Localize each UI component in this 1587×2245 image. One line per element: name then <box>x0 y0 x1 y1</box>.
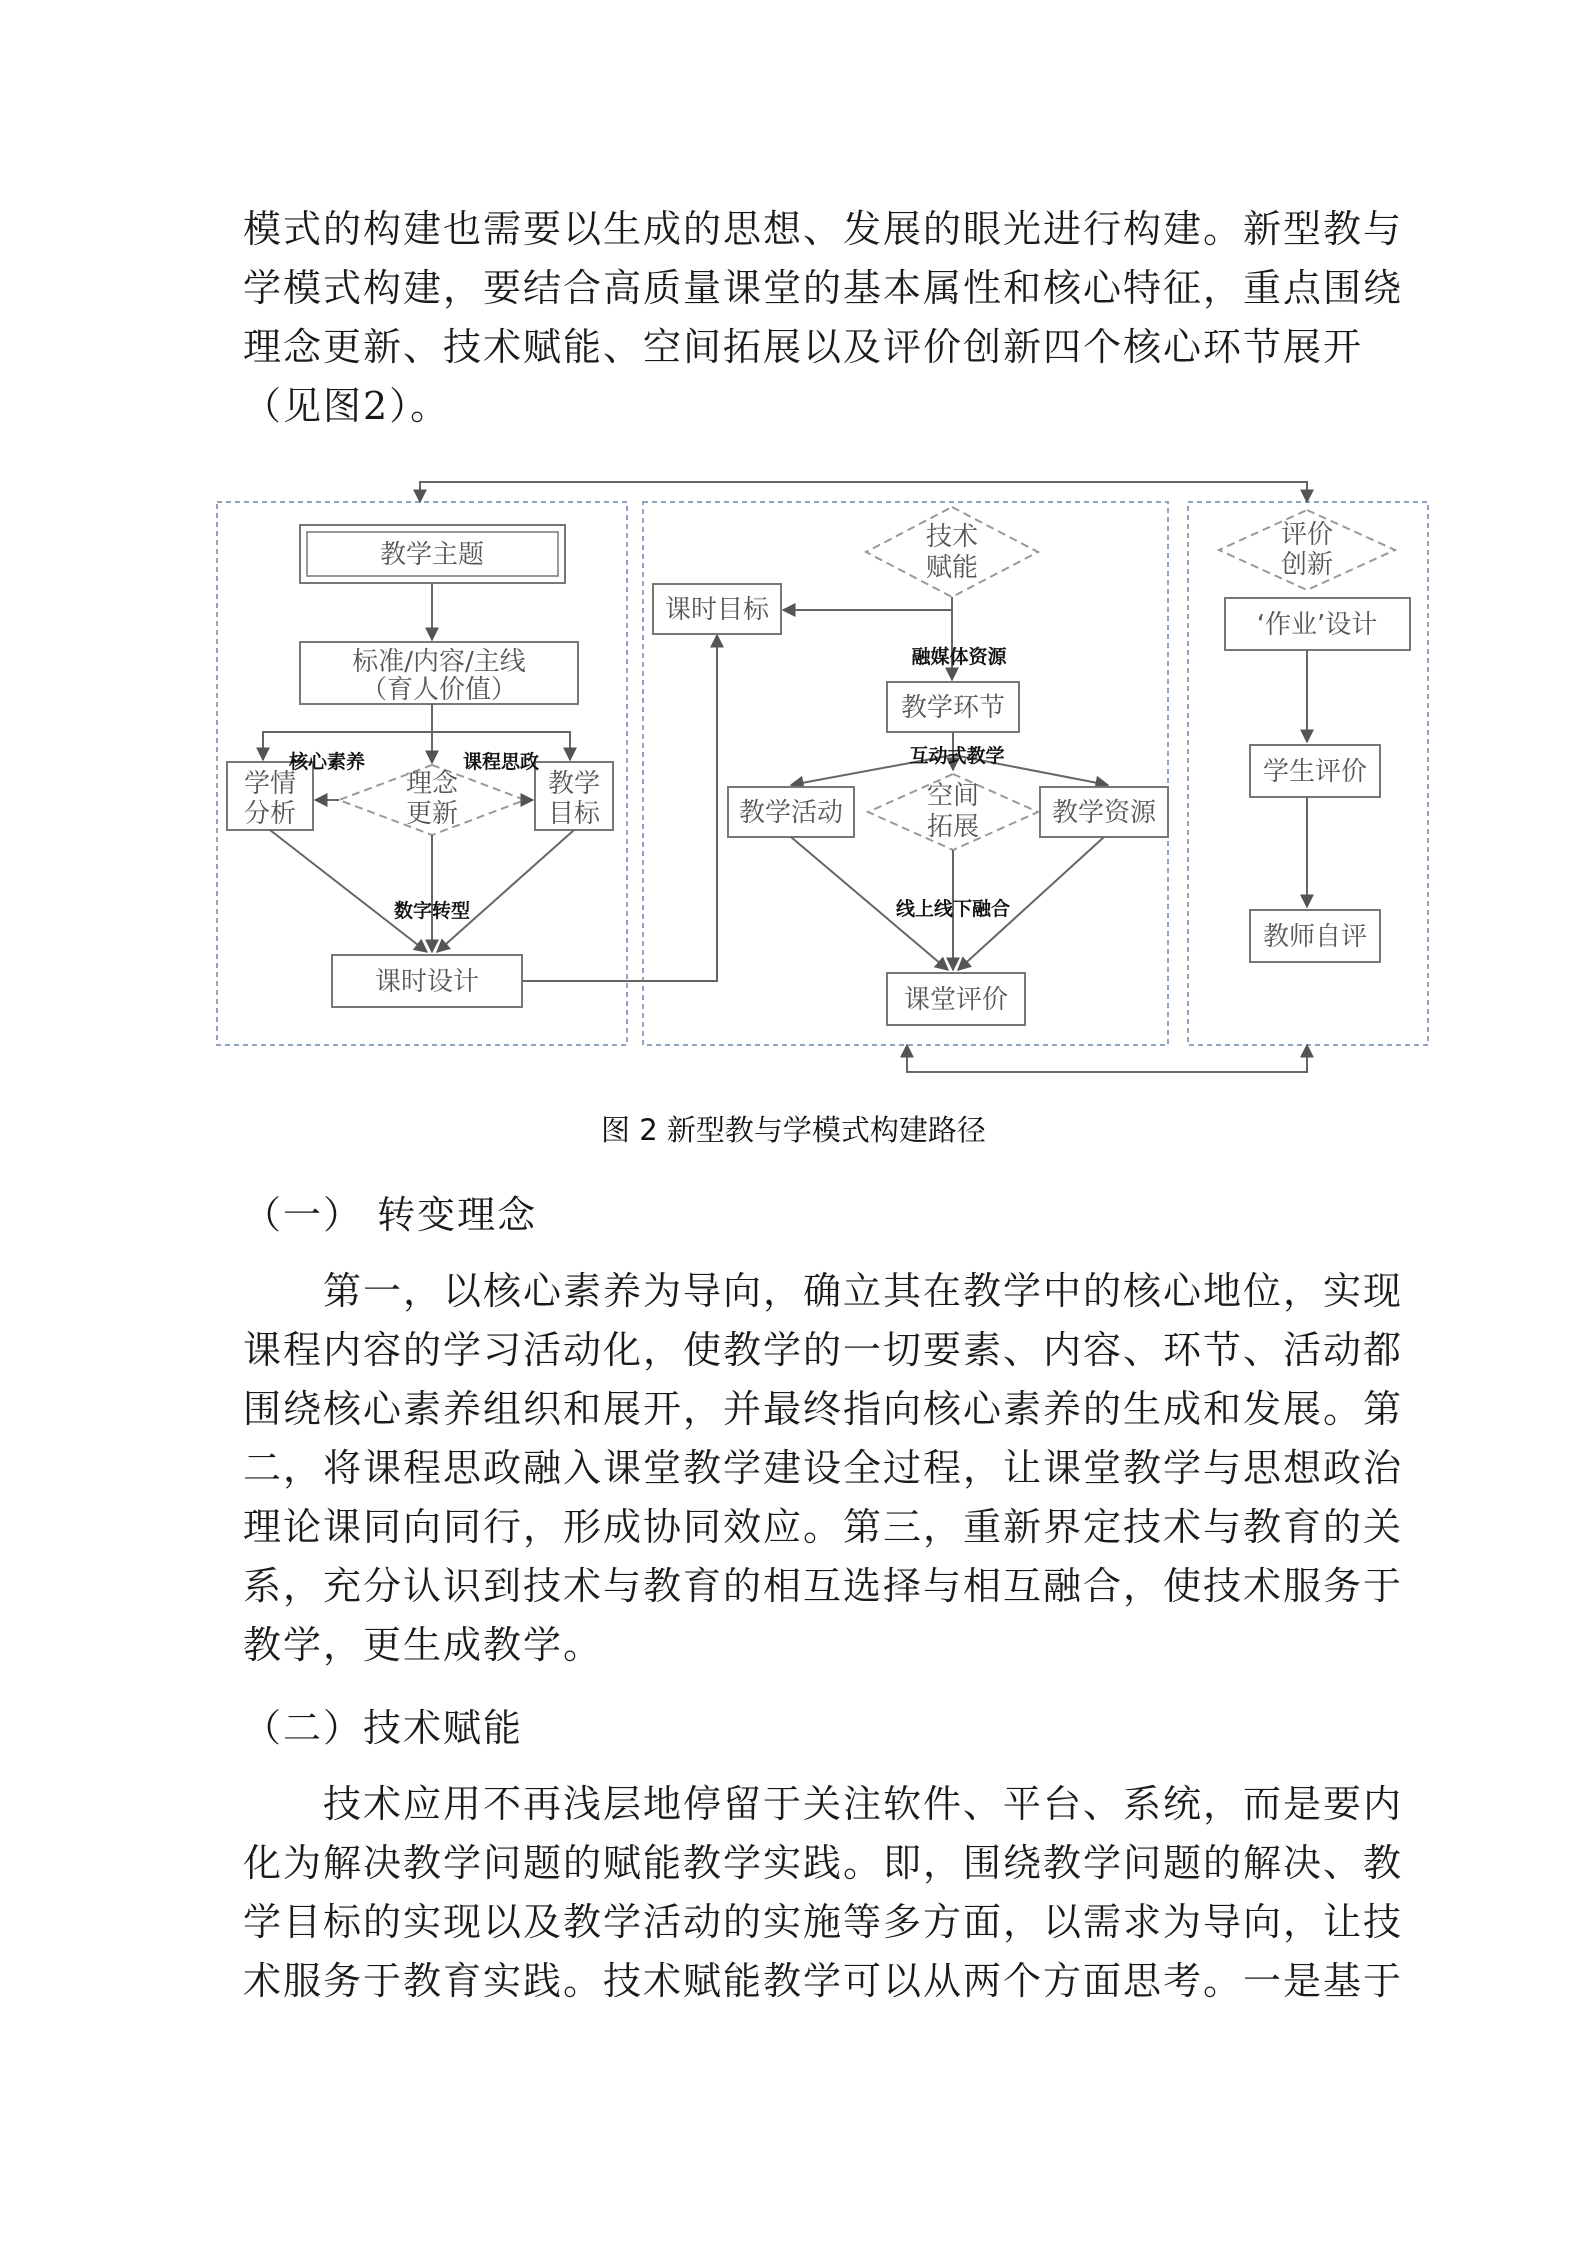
svg-text:教学资源: 教学资源 <box>1051 798 1157 828</box>
svg-text:创新: 创新 <box>1280 550 1334 580</box>
label-rongmeiti: 融媒体资源 <box>911 646 1007 668</box>
label-kecheng-sizheng: 课程思政 <box>462 751 540 773</box>
svg-text:分析: 分析 <box>243 799 297 829</box>
section-heading-2: （二）技术赋能 <box>243 1706 524 1750</box>
node-jishu-funeng <box>866 507 1038 597</box>
svg-text:赋能: 赋能 <box>925 553 979 583</box>
svg-text:目标: 目标 <box>547 799 601 829</box>
svg-text:教师自评: 教师自评 <box>1262 922 1368 952</box>
node-jiaoxue-zhuti-text: 教学主题 <box>379 540 485 570</box>
svg-text:教学活动: 教学活动 <box>738 798 844 828</box>
label-shuzi-zhuanxing: 数字转型 <box>393 900 471 922</box>
svg-text:空间: 空间 <box>926 781 980 811</box>
svg-text:技术: 技术 <box>925 522 979 552</box>
svg-text:评价: 评价 <box>1280 520 1334 550</box>
top-loop-connector <box>420 482 1307 502</box>
figure-caption: 图 2 新型教与学模式构建路径 <box>601 1113 986 1147</box>
label-hudongshi: 互动式教学 <box>909 745 1005 767</box>
svg-text:课堂评价: 课堂评价 <box>903 985 1009 1015</box>
section2-paragraph: 技术应用不再浅层地停留于关注软件、平台、系统，而是要内化为解决教学问题的赋能教学实践。即，围绕教学问题的解决、教学目标的实现以及教学活动的实施等多方面，以需求为导向，让技术服务于教育实践。技术赋能教学可以从两个方面思考。一是基于 <box>243 1782 1404 2003</box>
label-hexin-suyang: 核心素养 <box>288 751 366 773</box>
node-biaozhun-text-2: （育人价值） <box>360 675 518 705</box>
svg-text:拓展: 拓展 <box>926 812 980 842</box>
flow-diagram <box>205 470 1430 1085</box>
bottom-loop-connector <box>907 1045 1307 1072</box>
svg-text:学情: 学情 <box>243 769 297 799</box>
svg-text:教学环节: 教学环节 <box>900 693 1006 723</box>
section-heading-1: （一） 转变理念 <box>243 1193 538 1237</box>
section1-paragraph: 第一，以核心素养为导向，确立其在教学中的核心地位，实现课程内容的学习活动化，使教学的一切要素、内容、环节、活动都围绕核心素养组织和展开，并最终指向核心素养的生成和发展。第二，将课程思政融入课堂教学建设全过程，让课堂教学与思想政治理论课同向同行，形成协同效应。第三，重新界定技术与教育的关系，充分认识到技术与教育的相互选择与相互融合，使技术服务于教学，更生成教学。 <box>243 1269 1404 1667</box>
svg-text:教学: 教学 <box>547 769 601 799</box>
svg-text:课时目标: 课时目标 <box>664 595 770 625</box>
svg-text:课时设计: 课时设计 <box>374 967 480 997</box>
svg-text:更新: 更新 <box>405 799 459 829</box>
node-biaozhun-text-1: 标准/内容/主线 <box>352 647 526 677</box>
intro-paragraph: 模式的构建也需要以生成的思想、发展的眼光进行构建。新型教与学模式构建，要结合高质量课堂的基本属性和核心特征，重点围绕理念更新、技术赋能、空间拓展以及评价创新四个核心环节展开（见图2）。 <box>243 207 1404 428</box>
svg-text:‘作业’设计: ‘作业’设计 <box>1256 610 1378 640</box>
svg-text:学生评价: 学生评价 <box>1262 757 1368 787</box>
label-xianshang: 线上线下融合 <box>895 898 1011 920</box>
svg-text:理念: 理念 <box>405 769 459 799</box>
